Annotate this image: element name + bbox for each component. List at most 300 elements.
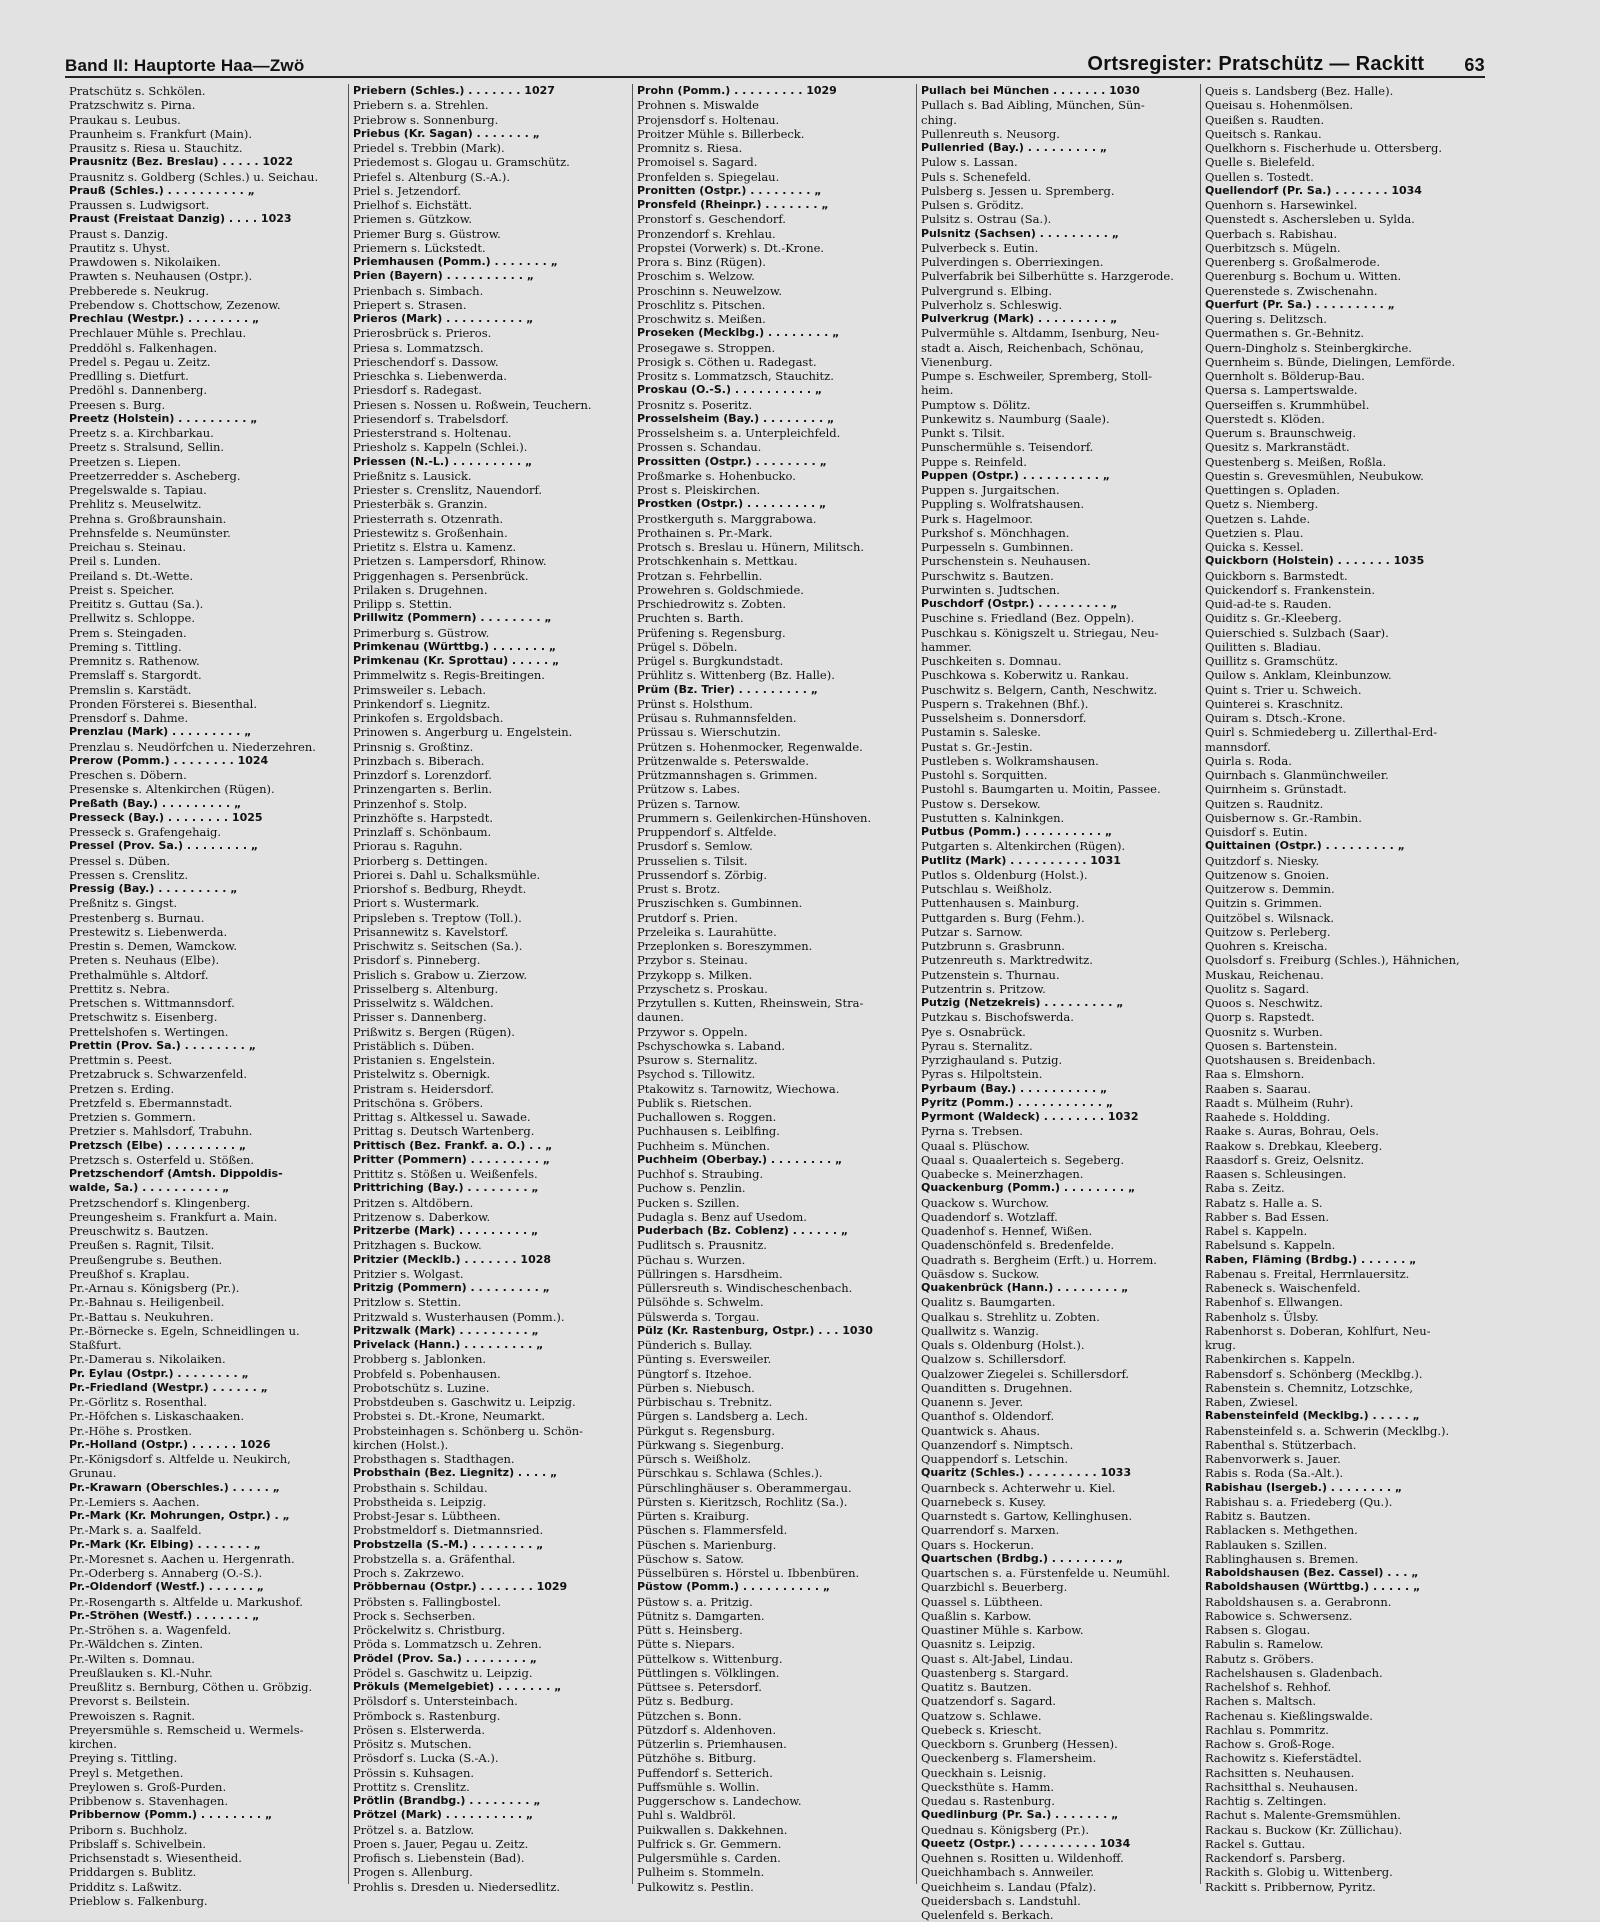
place-entry: Prensdorf s. Dahme.	[69, 711, 189, 725]
place-entry: Püsselbüren s. Hörstel u. Ibbenbüren.	[637, 1566, 860, 1580]
place-entry: Rabsen s. Glogau.	[1205, 1623, 1311, 1637]
place-entry: Quellen s. Tostedt.	[1205, 169, 1314, 184]
place-entry-main: Prötlin (Brandbg.) . . . . . . . . „	[353, 1794, 541, 1807]
place-entry: Quarnebeck s. Kusey.	[921, 1494, 1046, 1509]
place-entry: Rabber s. Bad Essen.	[1205, 1209, 1330, 1224]
place-entry: Puffsmühle s. Wollin.	[637, 1779, 760, 1794]
place-entry: Raboldshausen s. a. Gerabronn.	[1205, 1594, 1392, 1609]
place-entry: Probsthagen s. Stadthagen.	[353, 1452, 515, 1466]
place-entry: Queidersbach s. Landstuhl.	[921, 1893, 1081, 1908]
place-entry: Puttenhausen s. Mainburg.	[921, 896, 1080, 911]
place-entry: Quenstedt s. Aschersleben u. Sylda.	[1205, 212, 1415, 227]
place-entry: Quebeck s. Kriescht.	[921, 1722, 1042, 1737]
place-entry: Quäsdow s. Suckow.	[921, 1266, 1040, 1281]
place-entry: Prinzdorf s. Lorenzdorf.	[353, 768, 492, 782]
page-number: 63	[1464, 55, 1485, 75]
column-3	[633, 84, 917, 1894]
place-entry: Quetzien s. Plau.	[1205, 525, 1304, 540]
place-entry: Przybor s. Steinau.	[637, 953, 748, 968]
place-entry: Prißwitz s. Bergen (Rügen).	[353, 1024, 515, 1039]
place-entry: Pütte s. Niepars.	[637, 1637, 735, 1652]
place-entry: Püllringen s. Harsdheim.	[637, 1266, 783, 1281]
place-entry: Proschim s. Welzow.	[637, 269, 755, 284]
place-entry: Pützchen s. Bonn.	[637, 1708, 742, 1723]
place-entry: Priebern s. a. Strehlen.	[353, 98, 489, 113]
place-entry: Quilitten s. Bladiau.	[1205, 639, 1322, 654]
place-entry: Prisselberg s. Altenburg.	[353, 981, 499, 996]
place-entry: Rachelshof s. Rehhof.	[1205, 1680, 1332, 1694]
place-entry: Puschine s. Friedland (Bez. Oppeln).	[921, 611, 1135, 626]
place-entry: Prünst s. Holsthum.	[637, 696, 753, 711]
place-entry: Prschiedrowitz s. Zobten.	[637, 597, 787, 611]
place-entry: Puschkeiten s. Domnau.	[921, 654, 1062, 668]
place-entry: Quenhorn s. Harsewinkel.	[1205, 198, 1358, 212]
place-entry: Quantwick s. Ahaus.	[921, 1423, 1041, 1438]
place-entry-main: Quickborn (Holstein) . . . . . . . 1035	[1205, 554, 1425, 568]
place-entry-main: Privelack (Hann.) . . . . . . . . . „	[353, 1338, 544, 1351]
place-entry: Putgarten s. Altenkirchen (Rügen).	[921, 839, 1126, 854]
place-entry: Prawten s. Neuhausen (Ostpr.).	[69, 269, 253, 284]
place-entry: Prinzhöfte s. Harpstedt.	[353, 810, 493, 825]
place-entry: Pulheim s. Stommeln.	[637, 1865, 765, 1880]
place-entry: Puppling s. Wolfratshausen.	[921, 497, 1085, 512]
place-entry: Pudlitsch s. Prausnitz.	[637, 1238, 767, 1253]
place-entry: Projensdorf s. Holtenau.	[637, 112, 780, 127]
place-entry: Prinzlaff s. Schönbaum.	[353, 825, 492, 839]
place-entry: Putzenreuth s. Marktredwitz.	[921, 953, 1093, 968]
place-entry-main: Rabishau (Isergeb.) . . . . . . . . „	[1205, 1480, 1403, 1494]
place-entry: Puchheim s. München.	[637, 1138, 770, 1153]
place-entry-main: Pressig (Bay.) . . . . . . . . . „	[69, 882, 238, 895]
place-entry: Pr.-Battau s. Neukuhren.	[69, 1309, 214, 1324]
place-entry: Quartschen s. a. Fürstenfelde u. Neumühl.	[921, 1566, 1171, 1580]
place-entry-main: Raben, Fläming (Brdbg.) . . . . . . „	[1205, 1252, 1417, 1266]
place-entry: Priefel s. Altenburg (S.-A.).	[353, 169, 511, 184]
place-entry: Priemer Burg s. Güstrow.	[353, 226, 501, 241]
place-entry: Preungesheim s. Frankfurt a. Main.	[69, 1209, 278, 1224]
place-entry: Pulverbeck s. Eutin.	[921, 240, 1039, 255]
place-entry: Puchow s. Penzlin.	[637, 1181, 746, 1196]
place-entry: Przywor s. Oppeln.	[637, 1024, 748, 1039]
place-entry: Prinsnig s. Großtinz.	[353, 739, 474, 754]
place-entry: Preetz s. a. Kirchbarkau.	[69, 426, 214, 440]
place-entry: Prützow s. Labes.	[637, 782, 741, 797]
place-entry: Probstmeldorf s. Dietmannsried.	[353, 1523, 544, 1538]
place-entry-main: Pribbernow (Pomm.) . . . . . . . . „	[69, 1808, 273, 1822]
place-entry: Quedau s. Rastenburg.	[921, 1794, 1055, 1808]
place-entry: Quernheim s. Bünde, Dielingen, Lemförde.	[1205, 354, 1456, 369]
place-entry: Quirnbach s. Glanmünchweiler.	[1205, 768, 1389, 782]
place-entry: Prietitz s. Elstra u. Kamenz.	[353, 540, 517, 554]
place-entry-main: Prökuls (Memelgebiet) . . . . . . . „	[353, 1680, 562, 1693]
place-entry: Preußlitz s. Bernburg, Cöthen u. Gröbzig.	[69, 1680, 313, 1694]
place-entry: Pretschwitz s. Eisenberg.	[69, 1010, 218, 1025]
place-entry: Prausitz s. Riesa u. Stauchitz.	[69, 141, 243, 155]
place-entry: Puschkowa s. Koberwitz u. Rankau.	[921, 668, 1129, 683]
place-entry: Pulverfabrik bei Silberhütte s. Harzgerode.	[921, 269, 1174, 284]
place-entry-main: Pr.-Oldendorf (Westf.) . . . . . . „	[69, 1580, 264, 1594]
place-entry: Przeleika s. Laurahütte.	[637, 924, 777, 939]
place-entry: Pritzlow s. Stettin.	[353, 1295, 462, 1310]
place-entry: Quanenn s. Jever.	[921, 1395, 1024, 1409]
place-entry: Pucken s. Szillen.	[637, 1195, 740, 1210]
place-entry: Queckborn s. Grunberg (Hessen).	[921, 1737, 1118, 1751]
volume-label: Band II: Hauptorte Haa—Zwö	[65, 56, 305, 75]
place-entry: Prust s. Brotz.	[637, 882, 721, 896]
place-entry-main: Pülz (Kr. Rastenburg, Ostpr.) . . . 1030	[637, 1323, 873, 1337]
place-entry: Quirla s. Roda.	[1205, 753, 1292, 768]
column-1	[65, 84, 349, 1908]
place-entry: mannsdorf.	[1205, 739, 1271, 754]
place-entry: Quersa s. Lampertswalde.	[1205, 383, 1358, 398]
place-entry: Grunau.	[69, 1466, 117, 1481]
place-entry: Prieblow s. Falkenburg.	[69, 1893, 208, 1908]
place-entry: Pumptow s. Dölitz.	[921, 397, 1031, 412]
place-entry: Püschow s. Satow.	[637, 1551, 744, 1566]
place-entry: Queichhambach s. Annweiler.	[921, 1865, 1095, 1880]
place-entry: Pr.-Görlitz s. Rosenthal.	[69, 1395, 207, 1409]
place-entry: Rabenthal s. Stützerbach.	[1205, 1437, 1357, 1452]
place-entry: Preil s. Lunden.	[69, 554, 161, 569]
place-entry: Pr.-Mark s. a. Saalfeld.	[69, 1523, 202, 1538]
place-entry: hammer.	[921, 639, 972, 654]
place-entry: Prottitz s. Crenslitz.	[353, 1779, 470, 1794]
place-entry: ching.	[921, 112, 957, 127]
place-entry: Pruszischken s. Gumbinnen.	[637, 896, 803, 911]
place-entry-main: Pr.-Krawarn (Oberschles.) . . . . . „	[69, 1480, 280, 1494]
place-entry: Prömbock s. Rastenburg.	[353, 1708, 501, 1723]
place-entry: Pretzsch s. Osterfeld u. Stößen.	[69, 1152, 255, 1167]
place-entry: Quarnstedt s. Gartow, Kellinghusen.	[921, 1509, 1133, 1523]
place-entry: Prinkendorf s. Liegnitz.	[353, 696, 491, 711]
place-entry: Quolsdorf s. Freiburg (Schles.), Hähnichen,	[1205, 953, 1460, 968]
place-entry: Probst-Jesar s. Lübtheen.	[353, 1509, 501, 1523]
place-entry: Psurow s. Sternalitz.	[637, 1053, 758, 1067]
place-entry: Prummern s. Geilenkirchen-Hünshoven.	[637, 810, 872, 825]
place-entry-main: Putlitz (Mark) . . . . . . . . . . 1031	[921, 853, 1121, 867]
place-entry: Probsteinhagen s. Schönberg u. Schön-	[353, 1423, 584, 1438]
place-entry: Priorshof s. Bedburg, Rheydt.	[353, 882, 527, 896]
place-entry: Quelenfeld s. Berkach.	[921, 1908, 1054, 1922]
place-entry: Priorberg s. Dettingen.	[353, 853, 488, 868]
place-entry: Quitzin s. Grimmen.	[1205, 896, 1323, 911]
place-entry: Pretzier s. Mahlsdorf, Trabuhn.	[69, 1124, 253, 1139]
place-entry: Pritzier s. Wolgast.	[353, 1266, 464, 1281]
place-entry: Raasdorf s. Greiz, Oelsnitz.	[1205, 1152, 1365, 1167]
place-entry: kirchen.	[69, 1737, 117, 1751]
place-entry: Prussendorf s. Zörbig.	[637, 867, 768, 882]
place-entry: Pschyschowka s. Laband.	[637, 1038, 786, 1053]
place-entry: Rabenhorst s. Doberan, Kohlfurt, Neu-	[1205, 1323, 1431, 1338]
place-entry: Queckhain s. Leisnig.	[921, 1765, 1047, 1780]
place-entry: Puffendorf s. Setterich.	[637, 1765, 773, 1780]
place-entry-main: Pullenried (Bay.) . . . . . . . . . „	[921, 141, 1108, 154]
place-entry: Quackow s. Wurchow.	[921, 1195, 1049, 1210]
place-entry: Quicka s. Kessel.	[1205, 540, 1304, 554]
place-entry: kirchen (Holst.).	[353, 1437, 449, 1452]
place-entry: Pristram s. Heidersdorf.	[353, 1081, 494, 1096]
place-entry: Quitzen s. Raudnitz.	[1205, 796, 1324, 811]
place-entry: Presenske s. Altenkirchen (Rügen).	[69, 782, 275, 797]
place-entry-main: Pr.-Mark (Kr. Mohrungen, Ostpr.) . „	[69, 1509, 290, 1522]
place-entry: Pulsen s. Gröditz.	[921, 198, 1024, 212]
place-entry: Ptakowitz s. Tarnowitz, Wiechowa.	[637, 1081, 840, 1096]
place-entry: Rablacken s. Methgethen.	[1205, 1523, 1358, 1538]
place-entry-main: Pretzschendorf (Amtsh. Dippoldis-	[69, 1167, 283, 1180]
place-entry: Promoisel s. Sagard.	[637, 155, 758, 170]
place-entry-main: Quittainen (Ostpr.) . . . . . . . . . „	[1205, 839, 1405, 853]
place-entry: Priorau s. Raguhn.	[353, 839, 463, 854]
place-entry: Rackau s. Buckow (Kr. Züllichau).	[1205, 1822, 1403, 1837]
place-entry: Quecksthüte s. Hamm.	[921, 1779, 1055, 1794]
place-entry: Priedemost s. Glogau u. Gramschütz.	[353, 155, 570, 170]
place-entry: Quednau s. Königsberg (Pr.).	[921, 1822, 1090, 1837]
place-entry: Pürgen s. Landsberg a. Lech.	[637, 1409, 809, 1424]
place-entry: Pützdorf s. Aldenhoven.	[637, 1722, 776, 1737]
place-entry: Pritzwald s. Wusterhausen (Pomm.).	[353, 1309, 565, 1324]
place-entry: Primsweiler s. Lebach.	[353, 682, 487, 697]
place-entry-main: Proseken (Mecklbg.) . . . . . . . . „	[637, 326, 840, 340]
place-entry: Quassel s. Lübtheen.	[921, 1594, 1043, 1609]
place-entry-main: Pullach bei München . . . . . . . 1030	[921, 84, 1140, 97]
place-entry: Probstdeuben s. Gaschwitz u. Leipzig.	[353, 1395, 576, 1409]
place-entry: Preesen s. Burg.	[69, 397, 166, 412]
place-entry: heim.	[921, 383, 954, 398]
place-entry-main: Probsthain (Bez. Liegnitz) . . . . „	[353, 1466, 558, 1480]
place-entry: Quinterei s. Kraschnitz.	[1205, 696, 1344, 711]
place-entry: Proßmarke s. Hohenbucko.	[637, 468, 796, 483]
place-entry: Premnitz s. Rathenow.	[69, 654, 200, 668]
place-entry-main: Pronitten (Ostpr.) . . . . . . . . „	[637, 183, 822, 197]
place-entry: Rachut s. Malente-Gremsmühlen.	[1205, 1808, 1401, 1823]
place-entry-main: Pritzerbe (Mark) . . . . . . . . . „	[353, 1224, 539, 1237]
place-entry-main: Prüm (Bz. Trier) . . . . . . . . . „	[637, 682, 818, 696]
place-entry: Pye s. Osnabrück.	[921, 1024, 1026, 1039]
place-entry: Prinzenhof s. Stolp.	[353, 796, 468, 811]
place-entry: Prilipp s. Stettin.	[353, 597, 453, 611]
place-entry: Prora s. Binz (Rügen).	[637, 255, 766, 269]
place-entry: Queitsch s. Rankau.	[1205, 126, 1322, 141]
place-entry: stadt a. Aisch, Reichenbach, Schönau,	[921, 340, 1144, 355]
place-entry: Quals s. Oldenburg (Holst.).	[921, 1338, 1085, 1352]
place-entry-main: Püstow (Pomm.) . . . . . . . . . . „	[637, 1580, 831, 1594]
place-entry-main: Quakenbrück (Hann.) . . . . . . . . „	[921, 1281, 1129, 1294]
place-entry: Prinzengarten s. Berlin.	[353, 782, 493, 797]
place-entry: Rabenkirchen s. Kappeln.	[1205, 1352, 1356, 1367]
place-entry: Priborn s. Buchholz.	[69, 1822, 188, 1837]
place-entry: Rabatz s. Halle a. S.	[1205, 1195, 1323, 1210]
place-entry: Pruchten s. Barth.	[637, 611, 744, 626]
place-entry: Pr.-Bahnau s. Heiligenbeil.	[69, 1295, 225, 1310]
place-entry: Predlling s. Dietfurt.	[69, 369, 189, 383]
place-entry-main: Raboldshausen (Bez. Cassel) . . . „	[1205, 1566, 1419, 1579]
column-2	[349, 84, 633, 1894]
place-entry-main: Pulsnitz (Sachsen) . . . . . . . . . „	[921, 226, 1120, 240]
place-entry-main: Pr.-Friedland (Westpr.) . . . . . . „	[69, 1380, 268, 1394]
place-entry: Quallwitz s. Wanzig.	[921, 1323, 1039, 1338]
column-5	[1201, 84, 1485, 1894]
place-entry-main: Rabensteinfeld (Mecklbg.) . . . . . „	[1205, 1409, 1420, 1423]
place-entry: Puggerschow s. Landechow.	[637, 1794, 802, 1808]
place-entry: Prothainen s. Pr.-Mark.	[637, 525, 773, 540]
place-entry: Püttlingen s. Völklingen.	[637, 1665, 780, 1680]
place-entry: Rackel s. Guttau.	[1205, 1836, 1306, 1851]
place-entry: Pülswerda s. Torgau.	[637, 1309, 760, 1324]
place-entry: Prützen s. Hohenmocker, Regenwalde.	[637, 739, 863, 754]
place-entry: Quitzdorf s. Niesky.	[1205, 853, 1320, 868]
place-entry: Primmelwitz s. Regis-Breitingen.	[353, 668, 545, 683]
place-entry: Preschen s. Döbern.	[69, 768, 187, 782]
place-entry: Premslaff s. Stargordt.	[69, 668, 202, 683]
place-entry: Priester s. Crenslitz, Nauendorf.	[353, 483, 542, 497]
place-entry: Prem s. Steingaden.	[69, 625, 187, 640]
place-entry: Quaal s. Plüschow.	[921, 1138, 1030, 1153]
place-entry: Raahede s. Holdding.	[1205, 1110, 1331, 1124]
place-entry: Preyersmühle s. Remscheid u. Wermels-	[69, 1722, 304, 1737]
place-entry: Quatitz s. Bautzen.	[921, 1680, 1032, 1694]
place-entry: Prehna s. Großbraunshain.	[69, 511, 227, 526]
place-entry: Qualitz s. Baumgarten.	[921, 1295, 1056, 1310]
place-entry: Prießnitz s. Lausick.	[353, 468, 472, 483]
place-entry: Püttsee s. Petersdorf.	[637, 1680, 762, 1694]
place-entry: Pressen s. Crenslitz.	[69, 867, 189, 882]
place-entry: krug.	[1205, 1338, 1236, 1352]
place-entry: Publik s. Rietschen.	[637, 1095, 753, 1110]
place-entry: Questenberg s. Meißen, Roßla.	[1205, 454, 1387, 469]
place-entry: Prethalmühle s. Altdorf.	[69, 967, 209, 982]
place-entry: Rachlau s. Pommritz.	[1205, 1722, 1329, 1737]
place-entry: Preußengrube s. Beuthen.	[69, 1252, 223, 1267]
place-entry: Rabishau s. a. Friedeberg (Qu.).	[1205, 1494, 1393, 1509]
place-entry: Pustohl s. Baumgarten u. Moitin, Passee.	[921, 782, 1161, 797]
place-entry: Rabensteinfeld s. a. Schwerin (Mecklbg.).	[1205, 1423, 1450, 1438]
place-entry: Prositz s. Lommatzsch, Stauchitz.	[637, 369, 834, 383]
place-entry: Pulsitz s. Ostrau (Sa.).	[921, 212, 1052, 227]
place-entry: Przeplonken s. Boreszymmen.	[637, 939, 813, 953]
place-entry: Pütz s. Bedburg.	[637, 1694, 734, 1709]
place-entry: Qualzower Ziegelei s. Schillersdorf.	[921, 1366, 1130, 1381]
place-entry: Pröbsten s. Fallingbostel.	[353, 1594, 501, 1609]
place-entry: Pütnitz s. Damgarten.	[637, 1608, 765, 1623]
place-entry: Preddöhl s. Falkenhagen.	[69, 340, 218, 355]
place-entry: Prittitz s. Stößen u. Weißenfels.	[353, 1167, 538, 1181]
place-entry: Rachsitthal s. Neuhausen.	[1205, 1779, 1358, 1794]
place-entry: Predöhl s. Dannenberg.	[69, 383, 208, 398]
place-entry: Probstei s. Dt.-Krone, Neumarkt.	[353, 1409, 546, 1424]
place-entry: Prossen s. Schandau.	[637, 440, 762, 455]
place-entry: Rackendorf s. Parsberg.	[1205, 1851, 1346, 1865]
place-entry: Quadenhof s. Hennef, Wißen.	[921, 1224, 1093, 1238]
place-entry: Prieschendorf s. Dassow.	[353, 354, 499, 369]
place-entry: Puschwitz s. Belgern, Canth, Neschwitz.	[921, 682, 1158, 697]
place-entry: Raake s. Auras, Bohrau, Oels.	[1205, 1124, 1379, 1139]
place-entry: Pregelswalde s. Tapiau.	[69, 483, 207, 497]
place-entry: Questin s. Grevesmühlen, Neubukow.	[1205, 468, 1424, 483]
columns	[65, 84, 1485, 1922]
place-entry: Propstei (Vorwerk) s. Dt.-Krone.	[637, 240, 825, 255]
place-entry: Rablinghausen s. Bremen.	[1205, 1551, 1359, 1566]
place-entry: Prautitz s. Uhyst.	[69, 240, 171, 255]
place-entry: Queisau s. Hohenmölsen.	[1205, 98, 1354, 113]
place-entry: Pürten s. Kraiburg.	[637, 1509, 750, 1523]
place-entry-main: Prausnitz (Bez. Breslau) . . . . . 1022	[69, 155, 294, 169]
place-entry: Purpesseln s. Gumbinnen.	[921, 540, 1074, 554]
place-entry-main: Raboldshausen (Württbg.) . . . . . „	[1205, 1580, 1421, 1594]
place-entry: Rachsitten s. Neuhausen.	[1205, 1765, 1355, 1780]
place-entry-main: Prittriching (Bay.) . . . . . . . . „	[353, 1181, 539, 1195]
place-entry: Proschwitz s. Meißen.	[637, 312, 766, 326]
place-entry: Pünting s. Eversweiler.	[637, 1352, 772, 1367]
place-entry-main: Pretzsch (Elbe) . . . . . . . . . „	[69, 1138, 247, 1152]
place-entry: Pruppendorf s. Altfelde.	[637, 825, 777, 839]
place-entry: Pr.-Lemiers s. Aachen.	[69, 1494, 200, 1509]
place-entry: Pretschen s. Wittmannsdorf.	[69, 996, 235, 1010]
place-entry: Pretzabruck s. Schwarzenfeld.	[69, 1067, 248, 1082]
place-entry: Praunheim s. Frankfurt (Main).	[69, 126, 253, 141]
place-entry-main: Prostken (Ostpr.) . . . . . . . . . „	[637, 497, 827, 511]
place-entry-main: Pr.-Holland (Ostpr.) . . . . . . 1026	[69, 1437, 271, 1451]
place-entry: Pünderich s. Bullay.	[637, 1338, 753, 1352]
place-entry: Quanzendorf s. Nimptsch.	[921, 1437, 1074, 1452]
place-entry: Querenstede s. Zwischenahn.	[1205, 283, 1378, 298]
place-entry: Quotshausen s. Breidenbach.	[1205, 1053, 1376, 1067]
place-entry: Quast s. Alt-Jabel, Lindau.	[921, 1651, 1074, 1666]
place-entry: Pyrau s. Sternalitz.	[921, 1038, 1033, 1053]
place-entry: Priesterbäk s. Granzin.	[353, 497, 488, 512]
place-entry: Pronzendorf s. Krehlau.	[637, 226, 776, 241]
place-entry: Querum s. Braunschweig.	[1205, 426, 1357, 440]
place-entry: Prostkerguth s. Marggrabowa.	[637, 511, 817, 526]
place-entry: Rachelshausen s. Gladenbach.	[1205, 1665, 1383, 1680]
place-entry: Puschkau s. Königszelt u. Striegau, Neu-	[921, 625, 1159, 640]
place-entry: Prichsenstadt s. Wiesentheid.	[69, 1851, 242, 1865]
place-entry: Pr.-Damerau s. Nikolaiken.	[69, 1352, 226, 1367]
place-entry-main: Puschdorf (Ostpr.) . . . . . . . . . „	[921, 597, 1118, 610]
place-entry-main: Pronsfeld (Rheinpr.) . . . . . . . „	[637, 198, 829, 211]
place-entry: Putlos s. Oldenburg (Holst.).	[921, 867, 1088, 882]
place-entry: Pristäblich s. Düben.	[353, 1038, 475, 1053]
place-entry: Puttgarden s. Burg (Fehm.).	[921, 910, 1085, 925]
place-entry: Pr.-Höfchen s. Liskaschaaken.	[69, 1409, 244, 1424]
place-entry: Prock s. Sechserben.	[353, 1608, 476, 1623]
place-entry: Quoos s. Neschwitz.	[1205, 996, 1323, 1010]
place-entry: Pronden Försterei s. Biesenthal.	[69, 696, 258, 711]
place-entry: Staßfurt.	[69, 1338, 122, 1352]
place-entry: Pusselsheim s. Donnersdorf.	[921, 711, 1087, 725]
place-entry: Pützhöhe s. Bitburg.	[637, 1751, 757, 1766]
place-entry-main: Prechlau (Westpr.) . . . . . . . . „	[69, 312, 260, 325]
place-entry: Quetz s. Niemberg.	[1205, 497, 1319, 512]
place-entry: Pr.-Ströhen s. a. Wagenfeld.	[69, 1623, 232, 1637]
place-entry: Prutdorf s. Prien.	[637, 910, 738, 925]
place-entry: Quelkhorn s. Fischerhude u. Ottersberg.	[1205, 141, 1443, 155]
place-entry: Prausnitz s. Goldberg (Schles.) u. Seichau.	[69, 169, 319, 184]
place-entry: Quappendorf s. Letschin.	[921, 1452, 1069, 1466]
place-entry: Priestewitz s. Großenhain.	[353, 525, 508, 540]
place-entry-main: Querfurt (Pr. Sa.) . . . . . . . . . „	[1205, 297, 1395, 311]
place-entry: Preiland s. Dt.-Wette.	[69, 568, 194, 583]
place-entry: Pulfrick s. Gr. Gemmern.	[637, 1836, 782, 1851]
place-entry: Pyrna s. Trebsen.	[921, 1124, 1023, 1139]
place-entry: Rabenholz s. Ülsby.	[1205, 1309, 1319, 1324]
place-entry: Pustamin s. Saleske.	[921, 725, 1041, 740]
place-entry: Quabecke s. Meinerzhagen.	[921, 1167, 1084, 1181]
place-entry: Putschlau s. Weißholz.	[921, 882, 1053, 896]
place-entry: Pröda s. Lommatzsch u. Zehren.	[353, 1637, 542, 1652]
place-entry-main: Prauß (Schles.) . . . . . . . . . . „	[69, 183, 255, 197]
place-entry: Püschen s. Marienburg.	[637, 1537, 777, 1552]
place-entry: Protzan s. Fehrbellin.	[637, 568, 763, 583]
